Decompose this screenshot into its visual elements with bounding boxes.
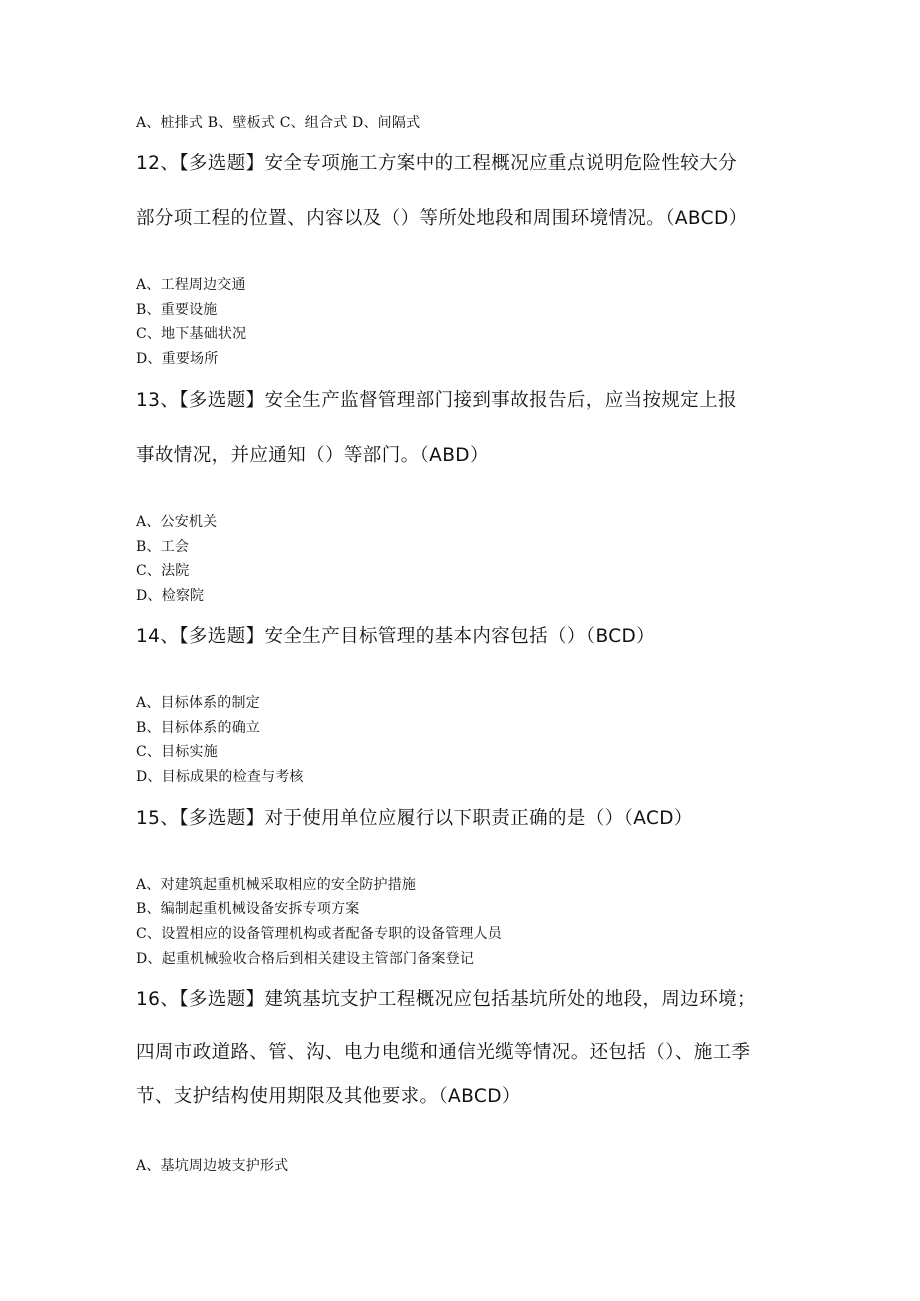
question-12-option-a: A、工程周边交通	[136, 277, 246, 293]
question-13-option-a: A、公安机关	[136, 514, 218, 530]
question-14-option-a: A、目标体系的制定	[136, 695, 260, 711]
question-13-option-c: C、法院	[136, 563, 190, 579]
question-15-option-c: C、设置相应的设备管理机构或者配备专职的设备管理人员	[136, 926, 502, 942]
previous-answer-options: A、桩排式 B、壁板式 C、组合式 D、间隔式	[136, 115, 421, 131]
question-13-line-2: 事故情况，并应通知（）等部门。（ABD）	[136, 445, 489, 466]
question-16-line-2: 四周市政道路、管、沟、电力电缆和通信光缆等情况。还包括（）、施工季	[136, 1042, 751, 1063]
question-15-line-1: 15、【多选题】对于使用单位应履行以下职责正确的是（）（ACD）	[136, 808, 693, 829]
question-12-option-c: C、地下基础状况	[136, 326, 247, 342]
question-14-option-d: D、目标成果的检查与考核	[136, 769, 304, 785]
question-12-option-b: B、重要设施	[136, 302, 218, 318]
question-14-line-1: 14、【多选题】安全生产目标管理的基本内容包括（）（BCD）	[136, 626, 656, 647]
question-16-line-3: 节、支护结构使用期限及其他要求。（ABCD）	[136, 1086, 521, 1107]
question-13-option-d: D、检察院	[136, 588, 205, 604]
question-16-option-a: A、基坑周边坡支护形式	[136, 1158, 289, 1174]
question-12-line-2: 部分项工程的位置、内容以及（）等所处地段和周围环境情况。（ABCD）	[136, 208, 748, 229]
question-16-line-1: 16、【多选题】建筑基坑支护工程概况应包括基坑所处的地段，周边环境；	[136, 989, 756, 1010]
question-13-line-1: 13、【多选题】安全生产监督管理部门接到事故报告后，应当按规定上报	[136, 390, 737, 411]
question-12-line-1: 12、【多选题】安全专项施工方案中的工程概况应重点说明危险性较大分	[136, 153, 737, 174]
question-12-option-d: D、重要场所	[136, 351, 219, 367]
question-15-option-b: B、编制起重机械设备安拆专项方案	[136, 901, 360, 917]
question-14-option-b: B、目标体系的确立	[136, 720, 261, 736]
question-14-option-c: C、目标实施	[136, 744, 218, 760]
question-13-option-b: B、工会	[136, 539, 190, 555]
question-15-option-d: D、起重机械验收合格后到相关建设主管部门备案登记	[136, 951, 475, 967]
question-15-option-a: A、对建筑起重机械采取相应的安全防护措施	[136, 877, 417, 893]
